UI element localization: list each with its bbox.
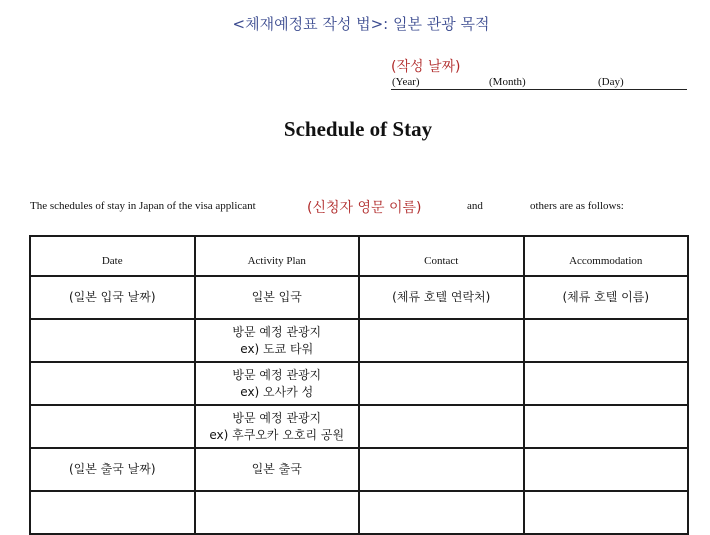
table-row — [30, 276, 688, 319]
contact-cell — [359, 319, 524, 362]
table-row — [30, 448, 688, 491]
date-cell — [30, 491, 195, 534]
date-cell — [30, 319, 195, 362]
date-cell: (일본 출국 날짜) — [30, 448, 195, 491]
column-header-date: Date — [30, 236, 195, 276]
contact-cell — [359, 448, 524, 491]
day-label: (Day) — [598, 76, 624, 88]
contact-cell — [359, 405, 524, 448]
date-cell — [30, 362, 195, 405]
activity-cell — [195, 276, 360, 319]
header-title: <체재예정표 작성 법>: 일본 관광 목적 — [232, 15, 490, 33]
month-label: (Month) — [489, 76, 526, 88]
table-row — [30, 319, 688, 362]
activity-example: ex) 오사카 성 — [240, 384, 314, 399]
activity-cell — [195, 405, 360, 448]
table-row — [30, 362, 688, 405]
contact-cell — [359, 362, 524, 405]
accommodation-cell: (체류 호텔 이름) — [524, 276, 689, 319]
activity-line: 방문 예정 관광지 — [232, 367, 322, 382]
table-row — [30, 405, 688, 448]
intro-text: The schedules of stay in Japan of the visa applicant — [30, 200, 256, 212]
accommodation-cell — [524, 362, 689, 405]
activity-line: 방문 예정 관광지 — [232, 410, 322, 425]
date-cell: (일본 입국 날짜) — [30, 276, 195, 319]
table-header-row — [30, 236, 688, 276]
year-label: (Year) — [392, 76, 420, 88]
accommodation-cell — [524, 448, 689, 491]
applicant-name-placeholder: (신청자 영문 이름) — [307, 200, 422, 216]
activity-example: ex) 후쿠오카 오호리 공원 — [209, 427, 345, 442]
date-note: (작성 날짜) — [391, 59, 461, 75]
intro-and: and — [467, 200, 483, 212]
accommodation-cell — [524, 319, 689, 362]
activity-line: 방문 예정 관광지 — [232, 324, 322, 339]
column-header-activity: Activity Plan — [195, 236, 360, 276]
activity-line: 일본 입국 — [251, 290, 302, 304]
table-row — [30, 491, 688, 534]
date-cell — [30, 405, 195, 448]
column-header-accommodation: Accommodation — [524, 236, 689, 276]
accommodation-cell — [524, 405, 689, 448]
intro-after: others are as follows: — [530, 200, 624, 212]
date-underline — [391, 89, 687, 90]
activity-line: 일본 출국 — [251, 462, 302, 476]
schedule-table — [29, 235, 689, 535]
activity-cell — [195, 319, 360, 362]
activity-cell — [195, 491, 360, 534]
accommodation-cell — [524, 491, 689, 534]
activity-example: ex) 도쿄 타워 — [240, 341, 314, 356]
activity-cell — [195, 362, 360, 405]
activity-cell — [195, 448, 360, 491]
column-header-contact: Contact — [359, 236, 524, 276]
contact-cell — [359, 491, 524, 534]
document-title: Schedule of Stay — [283, 117, 433, 141]
contact-cell: (체류 호텔 연락처) — [359, 276, 524, 319]
